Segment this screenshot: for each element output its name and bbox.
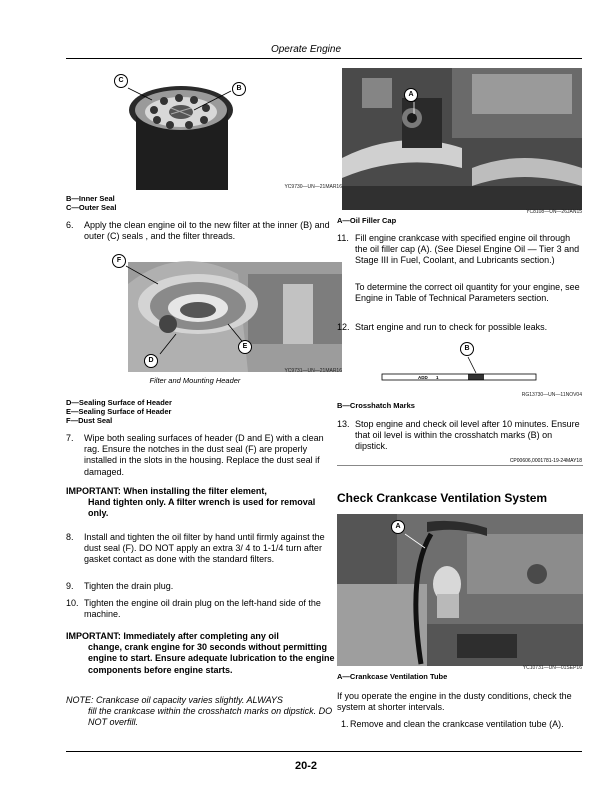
step-1 bbox=[337, 719, 583, 730]
callout-a: A bbox=[404, 88, 418, 102]
step-6 bbox=[66, 220, 336, 242]
important-first-line: IMPORTANT: Immediately after completing any oil bbox=[66, 631, 279, 641]
step-11-detail: To determine the correct oil quantity for your engine, see Engine in Table of Technical Parameters section. bbox=[355, 282, 580, 304]
figure-caption: Filter and Mounting Header bbox=[149, 376, 241, 385]
legend-item: A—Oil Filler Cap bbox=[337, 216, 397, 225]
note-rest: fill the crankcase within the crosshatch marks on dipstick. DO NOT overfill. bbox=[88, 706, 333, 728]
step-text: Apply the clean engine oil to the new filter at the inner (B) and outer (C) seals , and the filter threads. bbox=[84, 220, 330, 242]
callout-b: B bbox=[232, 82, 246, 96]
dusty-conditions-paragraph: If you operate the engine in the dusty conditions, check the system at shorter intervals. bbox=[337, 691, 572, 713]
figure-ref-dipstick: RG13730—UN—11NOV04 bbox=[521, 392, 582, 398]
step-text: Wipe both sealing surfaces of header (D and E) with a clean rag. Ensure the notches in the dust seal (F) are properly installed in the slots in the housing. Replace the dust seal if damaged. bbox=[84, 433, 324, 477]
legend-item: B—Crosshatch Marks bbox=[337, 401, 415, 410]
section-title: Check Crankcase Ventilation System bbox=[337, 491, 548, 505]
step-12 bbox=[337, 322, 583, 333]
note-first-line: NOTE: Crankcase oil capacity varies slightly. ALWAYS bbox=[66, 695, 283, 705]
important-note-1 bbox=[66, 486, 338, 520]
footer-rule bbox=[66, 751, 582, 752]
legend-item: D—Sealing Surface of Header bbox=[66, 398, 172, 407]
dipstick-mark-add: ADD bbox=[418, 375, 428, 380]
legend-vent bbox=[337, 672, 447, 681]
step-number: 11. bbox=[337, 233, 349, 243]
important-rest: Hand tighten only. A filter wrench is used for removal only. bbox=[88, 497, 316, 519]
page-header-title: Operate Engine bbox=[270, 44, 342, 55]
section-rule bbox=[337, 465, 583, 466]
header-rule bbox=[66, 58, 582, 59]
step-number: 9. bbox=[66, 581, 74, 591]
important-first-line: IMPORTANT: When installing the filter element, bbox=[66, 486, 267, 496]
step-text: Remove and clean the crankcase ventilation tube (A). bbox=[350, 719, 564, 729]
legend-oil-cap bbox=[337, 216, 396, 225]
legend-item: C—Outer Seal bbox=[66, 203, 117, 212]
step-number: 6. bbox=[66, 220, 74, 230]
legend-filter bbox=[66, 194, 116, 212]
legend-item: F—Dust Seal bbox=[66, 416, 113, 425]
legend-item: A—Crankcase Ventilation Tube bbox=[337, 672, 448, 681]
step-number: 10. bbox=[66, 598, 79, 608]
oil-filler-cap-photo bbox=[342, 68, 582, 210]
document-reference: CP00606,0001781-19-24MAY18 bbox=[509, 458, 582, 464]
step-number: 13. bbox=[337, 419, 350, 429]
step-number: 7. bbox=[66, 433, 74, 443]
step-10 bbox=[66, 598, 338, 620]
step-8 bbox=[66, 532, 338, 566]
page-number: 20-2 bbox=[294, 760, 318, 772]
legend-item: B—Inner Seal bbox=[66, 194, 115, 203]
header-mount-photo bbox=[108, 254, 342, 372]
step-9 bbox=[66, 581, 338, 592]
step-number: 1. bbox=[341, 719, 349, 729]
dipstick-mark-1: 1 bbox=[436, 375, 439, 380]
figure-ref-header-mount: YC9731—UN—21MAR16 bbox=[284, 368, 342, 374]
callout-a: A bbox=[391, 520, 405, 534]
step-number: 12. bbox=[337, 322, 350, 332]
step-text: Start engine and run to check for possible leaks. bbox=[355, 322, 548, 332]
step-text: Stop engine and check oil level after 10 minutes. Ensure that oil level is within the crosshatch marks (B) on dipstick. bbox=[355, 419, 580, 452]
figure-ref-filter: YC9730—UN—21MAR16 bbox=[284, 184, 342, 190]
step-11 bbox=[337, 233, 583, 267]
callout-f: F bbox=[112, 254, 126, 268]
callout-b: B bbox=[460, 342, 474, 356]
step-7 bbox=[66, 433, 336, 478]
step-number: 8. bbox=[66, 532, 74, 542]
callout-e: E bbox=[238, 340, 252, 354]
important-rest: change, crank engine for 30 seconds without permitting engine to start. Ensure adequate lubrication to the engine components before engine starts. bbox=[88, 642, 335, 675]
crankcase-ventilation-photo bbox=[337, 514, 583, 666]
legend-item: E—Sealing Surface of Header bbox=[66, 407, 172, 416]
step-text: Tighten the drain plug. bbox=[84, 581, 174, 591]
step-text: Tighten the engine oil drain plug on the left-hand side of the machine. bbox=[84, 598, 321, 620]
step-text: Fill engine crankcase with specified engine oil through the oil filler cap (A). (See Diesel Engine Oil — Tier 3 and Stage III in Fuel, Coolant, and Lubricants section.) bbox=[355, 233, 580, 266]
figure-ref-vent: YC10731—UN—01SEP16 bbox=[522, 665, 582, 671]
step-text: Install and tighten the oil filter by hand until firmly against the dust seal (F). DO NOT apply an extra 3/ 4 to 1-1/4 turn after gasket contact as done with the standard filters. bbox=[84, 532, 325, 565]
filter-photo bbox=[66, 70, 342, 190]
important-note-2 bbox=[66, 631, 338, 676]
callout-c: C bbox=[114, 74, 128, 88]
note-crankcase-capacity bbox=[66, 695, 338, 729]
figure-ref-oil-cap: YC8108—UN—26JAN15 bbox=[526, 209, 582, 215]
dipstick-diagram bbox=[380, 340, 540, 386]
step-13 bbox=[337, 419, 583, 453]
legend-header-mount bbox=[66, 398, 172, 425]
legend-dipstick bbox=[337, 401, 415, 410]
callout-d: D bbox=[144, 354, 158, 368]
